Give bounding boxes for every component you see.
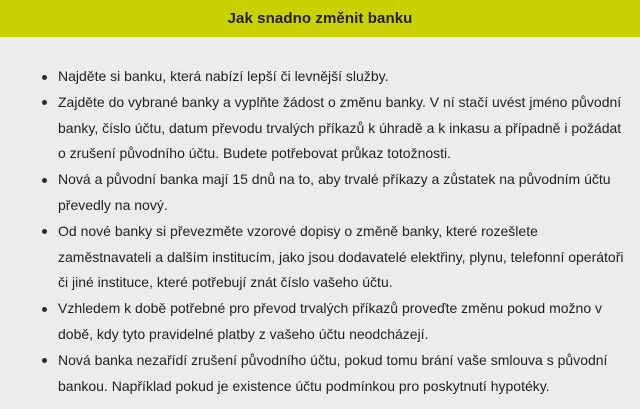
list-item-text: Od nové banky si převezměte vzorové dopisy o změně banky, které rozešlete zaměstnavateli a dalším institucím, jako jsou dodavatelé elektřiny, plynu, telefonní operátoři či jiné instituce, které potřebují znát číslo vašeho účtu. (58, 222, 624, 291)
bullet-icon (42, 75, 47, 80)
list-item (58, 219, 632, 296)
list-item-text: Zajděte do vybrané banky a vyplňte žádost o změnu banky. V ní stačí uvést jméno původní banky, číslo účtu, datum převodu trvalých příkazů k úhradě a k inkasu a případně i požádat o zrušení původního účtu. Budete potřebovat průkaz totožnosti. (58, 93, 622, 162)
list-item (58, 296, 632, 348)
list-item (58, 348, 632, 400)
list-item (58, 90, 632, 167)
list-item-text: Nová banka nezařídí zrušení původního účtu, pokud tomu brání vaše smlouva s původní bankou. Například pokud je existence účtu podmínkou pro poskytnutí hypotéky. (58, 351, 608, 394)
bullet-icon (42, 178, 47, 183)
box-title: Jak snadno změnit banku (0, 0, 640, 37)
bullet-icon (42, 358, 47, 363)
list-item-text: Najděte si banku, která nabízí lepší či levnější služby. (58, 68, 389, 84)
bullet-icon (42, 229, 47, 234)
bullet-icon (42, 100, 47, 105)
list-item-text: Vzhledem k době potřebné pro převod trvalých příkazů proveďte změnu pokud možno v době, kdy tyto pravidelné platby z vašeho účtu neodcházejí. (58, 300, 603, 342)
list-item (58, 64, 632, 90)
bullet-icon (42, 307, 47, 312)
list-item (58, 167, 632, 219)
tips-list (0, 37, 640, 399)
list-item-text: Nová a původní banka mají 15 dnů na to, aby trvalé příkazy a zůstatek na původním účtu převedly na nový. (58, 171, 611, 213)
